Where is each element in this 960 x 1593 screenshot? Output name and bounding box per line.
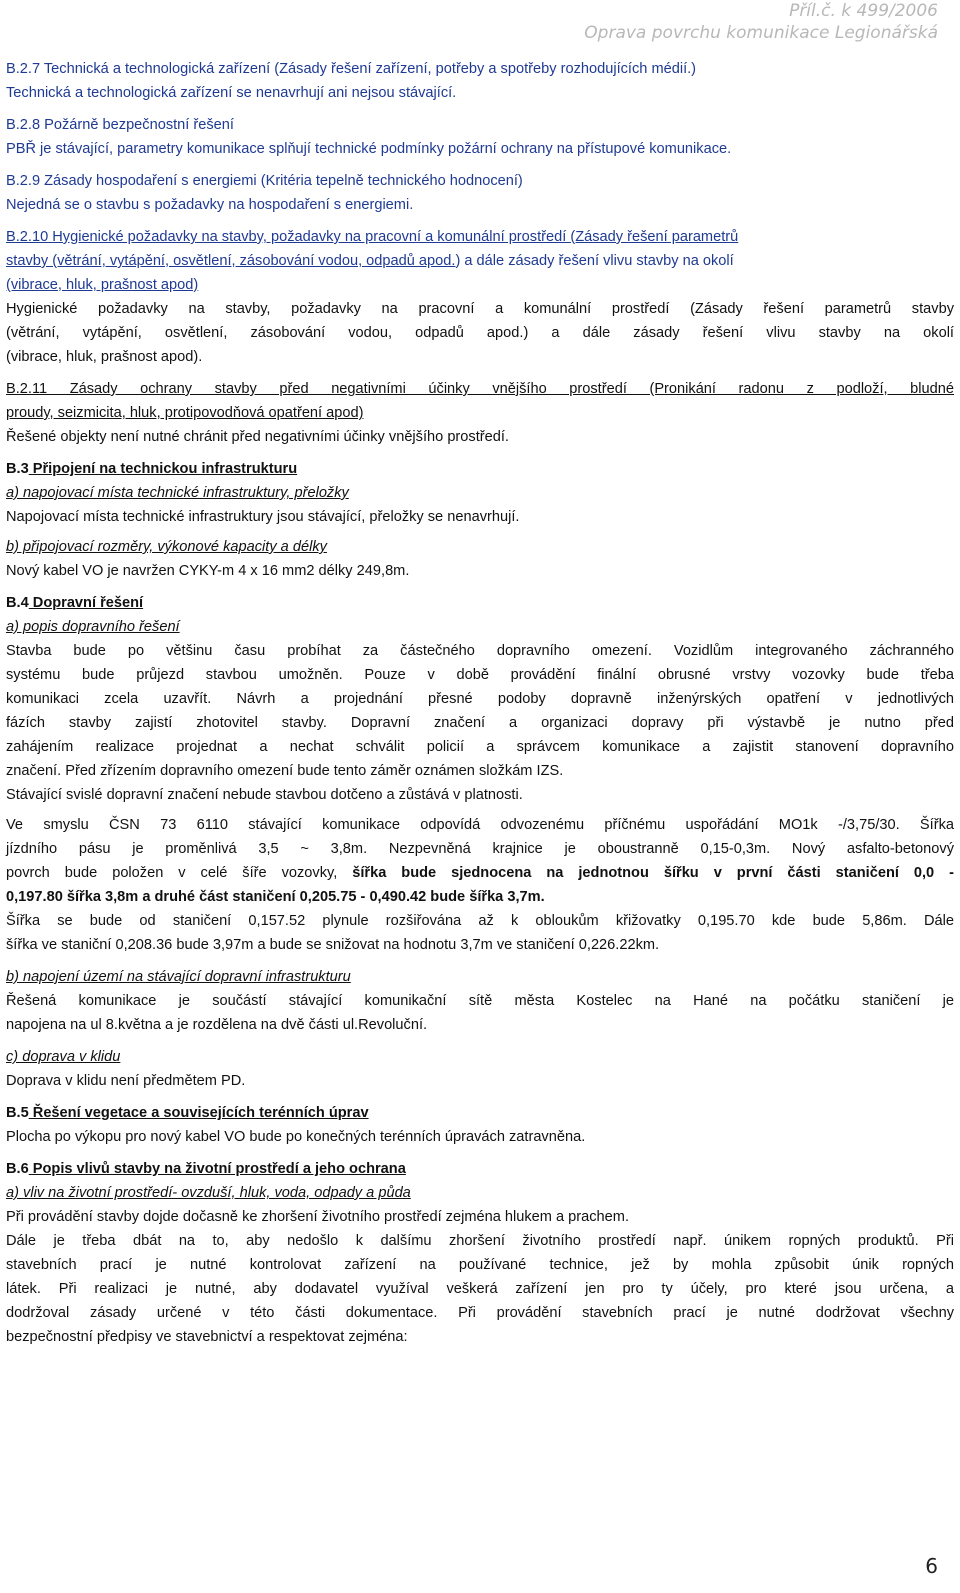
section-b5-body: Plocha po výkopu pro nový kabel VO bude po konečných terénních úpravách zatravněna. — [6, 1129, 586, 1145]
section-b5-title: Řešení vegetace a souvisejících terénních úprav — [28, 1105, 369, 1121]
section-b4-p1-line5: zahájením realizace projednat a nechat schválit policií a správcem komunikace a zajistit stanovení dopravního — [6, 739, 954, 755]
section-b27 — [6, 57, 954, 105]
section-b4-p3-line1: Ve smyslu ČSN 73 6110 stávající komunikace odpovídá odvozenému příčnému uspořádání MO1k -/3,75/30. Šířka — [6, 817, 954, 833]
section-b210-heading-line2a: stavby (větrání, vytápění, osvětlení, zásobování vodou, odpadů apod. — [6, 253, 456, 269]
section-b4-p1-line3: komunikaci zcela uzavřít. Návrh a projednání přesné podoby dopravně inženýrských opatření v jednotlivých — [6, 691, 954, 707]
page-header — [584, 0, 938, 44]
section-b3 — [6, 457, 954, 583]
section-b4-p2: Stávající svislé dopravní značení nebude stavbou dotčeno a zůstává v platnosti. — [6, 787, 523, 803]
section-b210-body-line2: (větrání, vytápění, osvětlení, zásobování vodou, odpadů apod.) a dále zásady řešení vlivu stavby na okolí — [6, 325, 954, 341]
section-b4-p1-line4: fázích stavby zajistí zhotovitel stavby. Dopravní značení a organizaci dopravy při výstavbě je nutno před — [6, 715, 954, 731]
section-b3-number: B.3 — [6, 461, 29, 477]
section-b4-p3-line3 — [6, 861, 954, 885]
section-b4-p1-line2: systému bude průjezd stavbou umožněn. Pouze v době provádění finální obrusné vrstvy vozovky bude třeba — [6, 667, 954, 683]
section-b4-body-c: Doprava v klidu není předmětem PD. — [6, 1073, 246, 1089]
section-b4-p3-line2: jízdního pásu je proměnlivá 3,5 ~ 3,8m. Nezpevněná krajnice je oboustranně 0,15-0,3m. Nový asfalto-betonový — [6, 841, 954, 857]
section-b210-heading-line2b: ) a dále zásady řešení vlivu stavby na okolí — [455, 253, 734, 269]
section-b4-p3-line3-bold: šířka bude sjednocena na jednotnou šířku v první části staničení 0,0 - — [352, 865, 954, 881]
section-b6-line3: stavebních prací je nutné kontrolovat zařízení na používané technice, jež by mohla způsobit únik ropných — [6, 1257, 954, 1273]
section-b29 — [6, 169, 954, 217]
section-b3-title: Připojení na technickou infrastrukturu — [28, 461, 298, 477]
section-b210-heading-line2 — [6, 249, 954, 273]
section-b3-body-b: Nový kabel VO je navržen CYKY-m 4 x 16 mm2 délky 249,8m. — [6, 563, 410, 579]
section-b4 — [6, 591, 954, 1093]
section-b4-p4-line2: šířka ve staniční 0,208.36 bude 3,97m a bude se snižovat na hodnotu 3,7m ve staničení 0,226.22km. — [6, 937, 660, 953]
section-b6 — [6, 1157, 954, 1349]
section-b210-heading-line1: B.2.10 Hygienické požadavky na stavby, požadavky na pracovní a komunální prostředí (Zásady řešení parametrů — [6, 229, 739, 245]
section-b4-b-line1: Řešená komunikace je součástí stávající komunikační sítě města Kostelec na Hané na počátku staničení je — [6, 993, 954, 1009]
section-b5 — [6, 1101, 954, 1149]
section-b29-heading: B.2.9 Zásady hospodaření s energiemi (Kritéria tepelně technického hodnocení) — [6, 173, 523, 189]
section-b6-line6: bezpečnostní předpisy ve stavebnictví a respektovat zejména: — [6, 1329, 408, 1345]
section-b27-body: Technická a technologická zařízení se nenavrhují ani nejsou stávající. — [6, 85, 457, 101]
section-b4-heading — [6, 591, 954, 615]
header-attachment-ref: Příl.č. k 499/2006 — [789, 1, 938, 21]
section-b3-subheading-a: a) napojovací místa technické infrastruktury, přeložky — [6, 485, 349, 501]
section-b4-subheading-a: a) popis dopravního řešení — [6, 619, 180, 635]
section-b6-line2: Dále je třeba dbát na to, aby nedošlo k dalšímu zhoršení životního prostředí např. únikem ropných produktů. Při — [6, 1233, 954, 1249]
page-number: 6 — [925, 1554, 938, 1578]
section-b210-body-line3: (vibrace, hluk, prašnost apod). — [6, 349, 203, 365]
section-b211 — [6, 377, 954, 449]
section-b4-p3-line4: 0,197.80 šířka 3,8m a druhé část staničení 0,205.75 - 0,490.42 bude šířka 3,7m. — [6, 889, 545, 905]
section-b5-heading — [6, 1101, 954, 1125]
section-b28 — [6, 113, 954, 161]
section-b210 — [6, 225, 954, 369]
section-b4-title: Dopravní řešení — [28, 595, 144, 611]
section-b4-b-line2: napojena na ul 8.května a je rozdělena na dvě části ul.Revoluční. — [6, 1017, 428, 1033]
section-b28-body: PBŘ je stávající, parametry komunikace splňují technické podmínky požární ochrany na přístupové komunikace. — [6, 141, 732, 157]
section-b6-line1: Při provádění stavby dojde dočasně ke zhoršení životního prostředí zejména hlukem a prachem. — [6, 1209, 630, 1225]
section-b210-heading-line3: (vibrace, hluk, prašnost apod) — [6, 277, 199, 293]
section-b4-number: B.4 — [6, 595, 29, 611]
section-b6-title: Popis vlivů stavby na životní prostředí a jeho ochrana — [28, 1161, 406, 1177]
section-b210-body-line1: Hygienické požadavky na stavby, požadavky na pracovní a komunální prostředí (Zásady řešení parametrů stavby — [6, 301, 954, 317]
section-b4-subheading-c: c) doprava v klidu — [6, 1049, 121, 1065]
section-b6-subheading-a: a) vliv na životní prostředí- ovzduší, hluk, voda, odpady a půda — [6, 1185, 411, 1201]
section-b5-number: B.5 — [6, 1105, 29, 1121]
section-b3-subheading-b: b) připojovací rozměry, výkonové kapacity a délky — [6, 539, 327, 555]
section-b3-heading — [6, 457, 954, 481]
section-b4-subheading-b: b) napojení území na stávající dopravní infrastrukturu — [6, 969, 351, 985]
section-b211-heading-line1: B.2.11 Zásady ochrany stavby před negativními účinky vnějšího prostředí (Pronikání radonu z podloží, bludné — [6, 381, 954, 397]
section-b4-p3-line3-text: povrch bude položen v celé šíře vozovky, — [6, 865, 353, 881]
section-b3-body-a: Napojovací místa technické infrastruktury jsou stávající, přeložky se nenavrhují. — [6, 509, 520, 525]
section-b6-line5: dodržoval zásady určené v této části dokumentace. Při provádění stavebních prací je nutné dodržovat všechny — [6, 1305, 954, 1321]
section-b28-heading: B.2.8 Požárně bezpečnostní řešení — [6, 117, 234, 133]
section-b6-line4: látek. Při realizaci je nutné, aby dodavatel využíval veškerá zařízení jen pro ty účely, pro které jsou určena, a — [6, 1281, 954, 1297]
section-b4-p4-line1: Šířka se bude od staničení 0,157.52 plynule rozšiřována až k obloukům křižovatky 0,195.70 kde bude 5,86m. Dále — [6, 913, 954, 929]
section-b4-p1-line1: Stavba bude po většinu času probíhat za částečného dopravního omezení. Vozidlům integrovaného záchranného — [6, 643, 954, 659]
document-body — [6, 57, 954, 1349]
header-project-title: Oprava povrchu komunikace Legionářská — [584, 23, 938, 43]
section-b211-heading-line2: proudy, seizmicita, hluk, protipovodňová opatření apod) — [6, 405, 364, 421]
section-b27-heading: B.2.7 Technická a technologická zařízení (Zásady řešení zařízení, potřeby a spotřeby rozhodujících médií.) — [6, 61, 697, 77]
section-b6-heading — [6, 1157, 954, 1181]
section-b211-body: Řešené objekty není nutné chránit před negativními účinky vnějšího prostředí. — [6, 429, 509, 445]
section-b29-body: Nejedná se o stavbu s požadavky na hospodaření s energiemi. — [6, 197, 414, 213]
section-b6-number: B.6 — [6, 1161, 29, 1177]
section-b4-p1-line6: značení. Před zřízením dopravního omezení bude tento záměr oznámen složkám IZS. — [6, 763, 564, 779]
